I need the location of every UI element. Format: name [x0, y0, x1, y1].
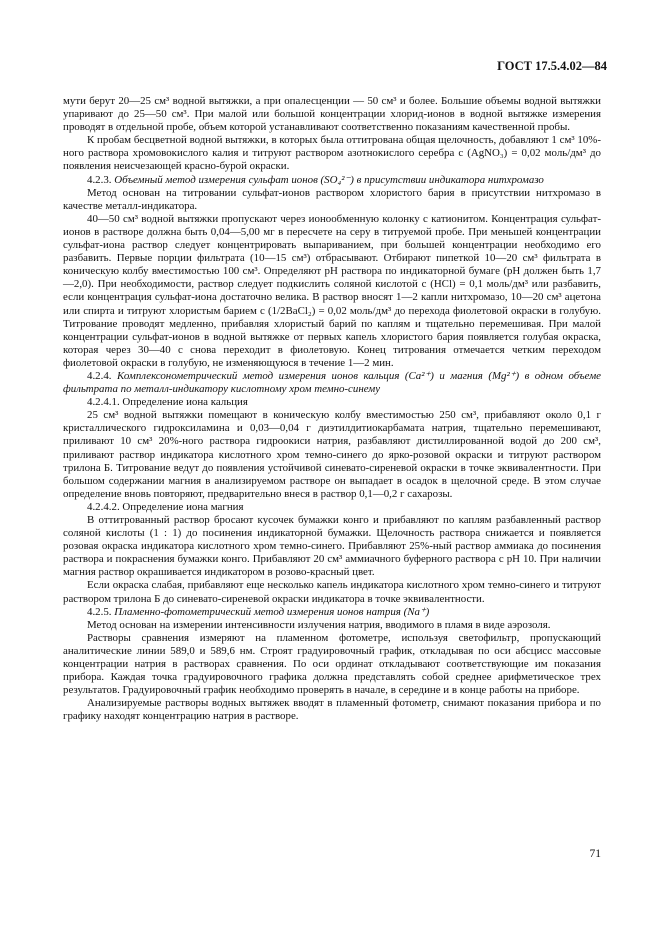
paragraph: Метод основан на титровании сульфат-ионов раствором хлористого бария в присутствии нитхромазо в качестве металл-индикатора.: [63, 186, 601, 212]
page-header-standard: ГОСТ 17.5.4.02—84: [497, 59, 607, 73]
paragraph: 40—50 см³ водной вытяжки пропускают через ионообменную колонку с катионитом. Концентрация сульфат-ионов в растворе должна быть 0,04—5,00 мг в пересчете на серу в титруемой пробе. При меньшей концентрации сульфат-иона раствор следует концентрировать выпариванием, при большей концентрации необходимо его разбавить. Первые порции фильтрата (10—15 см³) отбрасывают. Отбирают пипеткой 10—20 см³ фильтрата в коническую колбу вместимостью 100 см³. Определяют pH раствора по индикаторной бумаге (pH должен быть 1,7—2,0). При необходимости, раствор следует подкислить соляной кислотой c (HCl) = 0,1 моль/дм³ или разбавить, если концентрация сульфат-иона достаточно велика. В раствор вносят 1—2 капли нитхромазо, 10—20 см³ ацетона или спирта и титруют хлористым барием c (1/2BaCl₂) = 0,02 моль/дм³ до перехода фиолетовой окраски в голубую. Титрование проводят медленно, прибавляя хлористый барий по каплям и тщательно перемешивая. При малой концентрации сульфат-ионов в водной вытяжке от первых капель хлористого бария появляется голубая окраска, которая через 30—40 с снова переходит в фиолетовую. Конец титрования отмечается четким переходом фиолетовой окраски в голубую, не изменяющуюся в течение 1—2 мин.: [63, 212, 601, 369]
paragraph: мути берут 20—25 см³ водной вытяжки, а при опалесценции — 50 см³ и более. Большие объемы водной вытяжки упаривают до 25—50 см³. При малой или большой концентрации хлорид-ионов в водной вытяжке измерения проводят в отдельной пробе, объем которой устанавливают соответственно показаниям качественной пробы.: [63, 95, 601, 134]
section-title: Комплексонометрический метод измерения ионов кальция (Ca²⁺) и магния (Mg²⁺) в одном объеме фильтрата по металл-индикатору кислотному хром темно-синему: [63, 369, 601, 396]
section-heading-4-2-3: [63, 174, 601, 187]
paragraph: Анализируемые растворы водных вытяжек вводят в пламенный фотометр, снимают показания прибора и по графику находят концентрацию натрия в растворе.: [63, 697, 601, 723]
paragraph: В оттитрованный раствор бросают кусочек бумажки конго и прибавляют по каплям разбавленный раствор соляной кислоты (1 : 1) до посинения индикаторной бумажки. Щелочность раствора снижается и появляется розовая окраска индикатора кислотного хром темно-синего. Прибавляют 25%-ный раствор аммиака до посинения раствора и покраснения бумажки конго. Прибавляют 20 см³ аммиачного буферного раствора с pH 10. При наличии магния раствор окрашивается индикатором в розово-красный цвет.: [63, 514, 601, 579]
subsection-heading-4-2-4-2: 4.2.4.2. Определение иона магния: [87, 500, 244, 513]
paragraph: Метод основан на измерении интенсивности излучения натрия, вводимого в пламя в виде аэрозоля.: [87, 618, 551, 631]
section-number: 4.2.3.: [87, 173, 112, 186]
section-number: 4.2.4.: [87, 369, 112, 382]
paragraph: 25 см³ водной вытяжки помещают в коническую колбу вместимостью 250 см³, прибавляют около 0,1 г кристаллического гидроксиламина и 0,03—0,04 г диэтилдитиокарбамата натрия, тщательно перемешивают, приливают 10 см³ 20%-ного раствора гидроокиси натрия, разбавляют дистиллированной водой до 200 см³, приливают раствор индикатора кислотного хром темно-синего до ярко-розовой окраски и титруют раствором трилона Б. Титрование ведут до появления устойчивой синевато-сиреневой окраски в точке эквивалентности. При большом содержании магния в анализируемом растворе он выпадает в осадок в щелочной среде. В этом случае определение вновь повторяют, предварительно внеся в раствор 0,1—0,2 г сахарозы.: [63, 409, 601, 500]
section-title: Пламенно-фотометрический метод измерения ионов натрия (Na⁺): [114, 605, 430, 618]
document-body: [63, 95, 601, 724]
paragraph: К пробам бесцветной водной вытяжки, в которых была оттитрована общая щелочность, добавляют 1 см³ 10%-ного раствора хромовокислого калия и титруют раствором азотнокислого серебра c (AgNO₃) = 0,02 моль/дм³ до появления неисчезающей красно-бурой окраски.: [63, 134, 601, 173]
paragraph: Если окраска слабая, прибавляют еще несколько капель индикатора кислотного хром темно-синего и титруют раствором трилона Б до синевато-сиреневой окраски индикатора в точке эквивалентности.: [63, 579, 601, 605]
paragraph: Растворы сравнения измеряют на пламенном фотометре, используя светофильтр, пропускающий аналитические линии 589,0 и 589,6 нм. Строят градуировочный график, откладывая по оси абсцисс массовые концентрации натрия в растворах сравнения. По оси ординат откладывают соответствующие им показания прибора. Каждая точка градуировочного графика должна представлять собой среднее арифметическое трех результатов. Градуировочный график необходимо проверять в начале, в середине и в конце работы на приборе.: [63, 631, 601, 697]
page-number: 71: [589, 848, 601, 860]
section-heading-4-2-4: [63, 370, 601, 396]
section-title: Объемный метод измерения сульфат ионов (SO₄²⁻) в присутствии индикатора нитхромазо: [114, 173, 544, 186]
section-heading-4-2-5: [63, 606, 601, 619]
subsection-heading-4-2-4-1: 4.2.4.1. Определение иона кальция: [87, 396, 248, 409]
section-number: 4.2.5.: [87, 605, 112, 618]
